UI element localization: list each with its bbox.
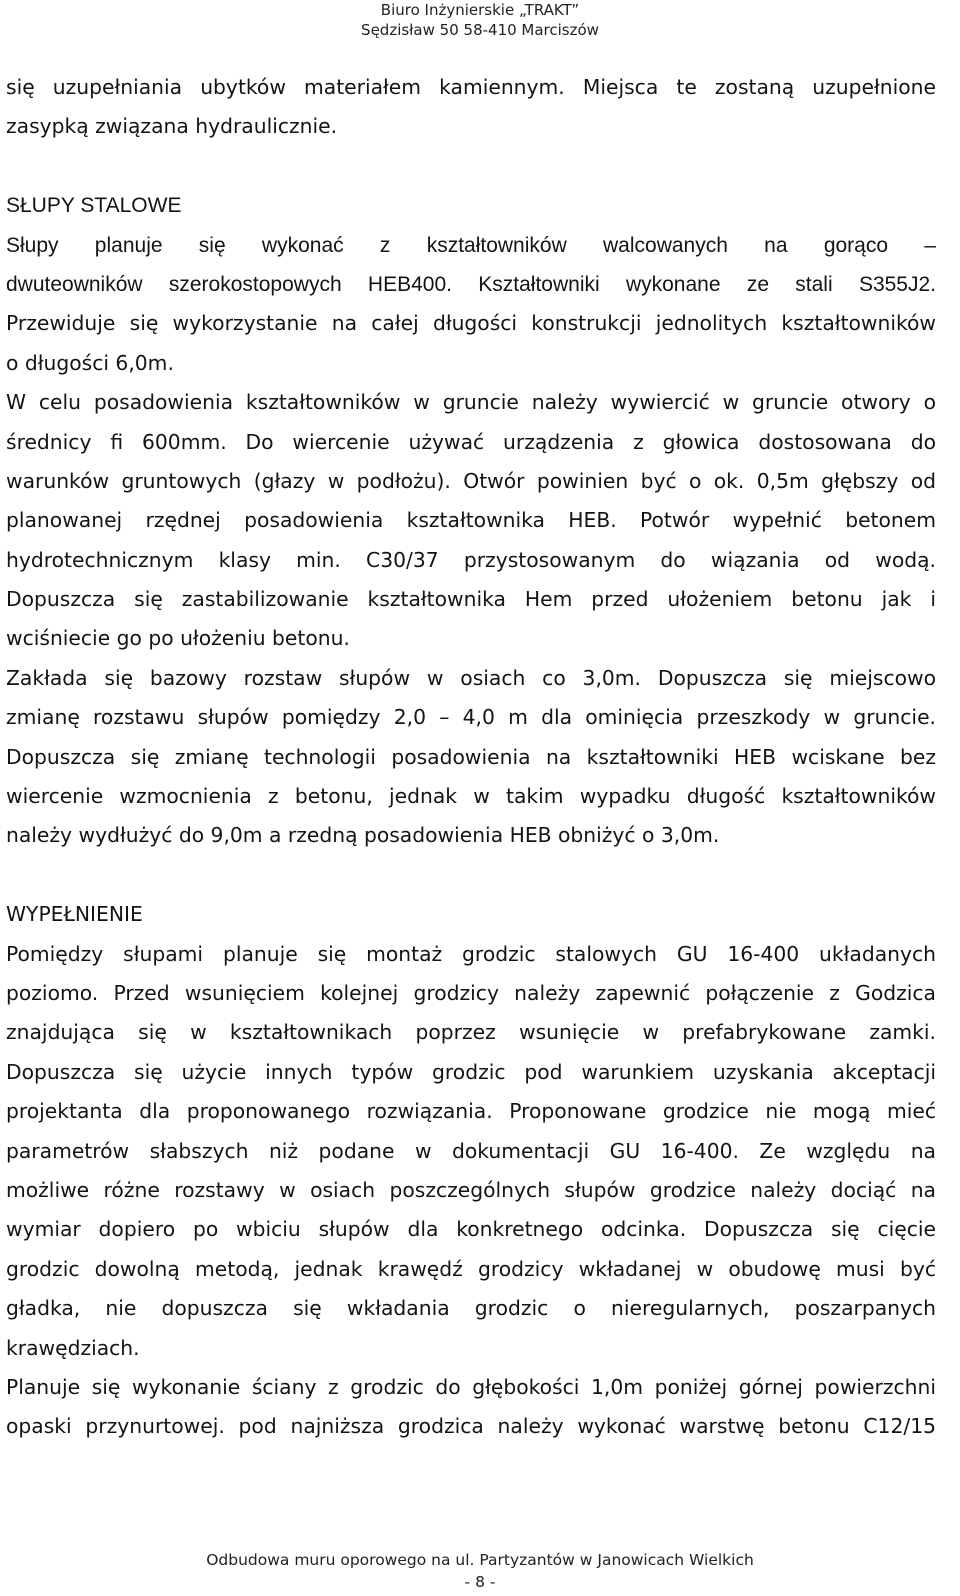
text-line: Dopuszcza się zastabilizowanie kształtownika Hem przed ułożeniem betonu jak i	[6, 587, 936, 612]
text-line: poziomo. Przed wsunięciem kolejnej grodzicy należy zapewnić połączenie z Godzica	[6, 980, 936, 1005]
text-line: wymiar dopiero po wbiciu słupów dla konkretnego odcinka. Dopuszcza się cięcie	[6, 1217, 936, 1242]
text-line: Słupy planuje się wykonać z kształtowników walcowanych na gorąco –	[6, 233, 936, 257]
text-line: opaski przynurtowej. pod najniższa grodzica należy wykonać warstwę betonu C12/15	[6, 1414, 936, 1439]
text-line: wiercenie wzmocnienia z betonu, jednak w takim wypadku długość kształtowników	[6, 784, 936, 809]
page-header	[0, 0, 960, 40]
text-line: średnicy fi 600mm. Do wiercenie używać urządzenia z głowica dostosowana do	[6, 429, 936, 454]
document-body	[6, 68, 936, 1447]
text-line: Planuje się wykonanie ściany z grodzic do głębokości 1,0m poniżej górnej powierzchni	[6, 1374, 936, 1399]
text-line: Pomiędzy słupami planuje się montaż grodzic stalowych GU 16-400 układanych	[6, 941, 936, 966]
text-line: należy wydłużyć do 9,0m a rzedną posadowienia HEB obniżyć o 3,0m.	[6, 823, 720, 848]
text-line: projektanta dla proponowanego rozwiązania. Proponowane grodzice nie mogą mieć	[6, 1099, 936, 1124]
text-line: zasypką związana hydraulicznie.	[6, 114, 338, 139]
paragraph-gap	[6, 856, 936, 895]
section-title-wypelnienie: WYPEŁNIENIE	[6, 902, 143, 927]
footer-title: Odbudowa muru oporowego na ul. Partyzantów w Janowicach Wielkich	[206, 1551, 754, 1569]
header-company: Biuro Inżynierskie „TRAKT”	[380, 1, 580, 19]
text-line: znajdująca się w kształtownikach poprzez wsunięcie w prefabrykowane zamki.	[6, 1020, 936, 1045]
text-line: grodzic dowolną metodą, jednak krawędź grodzicy wkładanej w obudowę musi być	[6, 1256, 936, 1281]
text-line: planowanej rzędnej posadowienia kształtownika HEB. Potwór wypełnić betonem	[6, 508, 936, 533]
text-line: W celu posadowienia kształtowników w gruncie należy wywiercić w gruncie otwory o	[6, 390, 936, 415]
text-line: się uzupełniania ubytków materiałem kamiennym. Miejsca te zostaną uzupełnione	[6, 75, 936, 99]
text-line: o długości 6,0m.	[6, 350, 174, 375]
text-line: Dopuszcza się użycie innych typów grodzic pod warunkiem uzyskania akceptacji	[6, 1059, 936, 1084]
text-line: Przewiduje się wykorzystanie na całej długości konstrukcji jednolitych kształtowników	[6, 311, 936, 336]
text-line: warunków gruntowych (głazy w podłożu). Otwór powinien być o ok. 0,5m głębszy od	[6, 468, 936, 493]
text-line: parametrów słabszych niż podane w dokumentacji GU 16-400. Ze względu na	[6, 1138, 936, 1163]
text-line: Dopuszcza się zmianę technologii posadowienia na kształtowniki HEB wciskane bez	[6, 744, 936, 769]
page-footer	[0, 1549, 960, 1593]
text-line: hydrotechnicznym klasy min. C30/37 przystosowanym do wiązania od wodą.	[6, 547, 936, 572]
text-line: zmianę rozstawu słupów pomiędzy 2,0 – 4,0 m dla ominięcia przeszkody w gruncie.	[6, 705, 936, 730]
text-line: możliwe różne rozstawy w osiach poszczególnych słupów grodzice należy dociąć na	[6, 1177, 936, 1202]
paragraph-gap	[6, 147, 936, 186]
text-line: dwuteowników szerokostopowych HEB400. Kształtowniki wykonane ze stali S355J2.	[6, 272, 936, 296]
text-line: gładka, nie dopuszcza się wkładania grodzic o nieregularnych, poszarpanych	[6, 1296, 936, 1321]
header-address: Sędzisław 50 58-410 Marciszów	[361, 21, 599, 39]
text-line: Zakłada się bazowy rozstaw słupów w osiach co 3,0m. Dopuszcza się miejscowo	[6, 665, 936, 690]
section-title-slupy: SŁUPY STALOWE	[6, 194, 182, 218]
text-line: wciśniecie go po ułożeniu betonu.	[6, 626, 350, 651]
text-line: krawędziach.	[6, 1335, 140, 1360]
page-number: - 8 -	[464, 1573, 496, 1591]
